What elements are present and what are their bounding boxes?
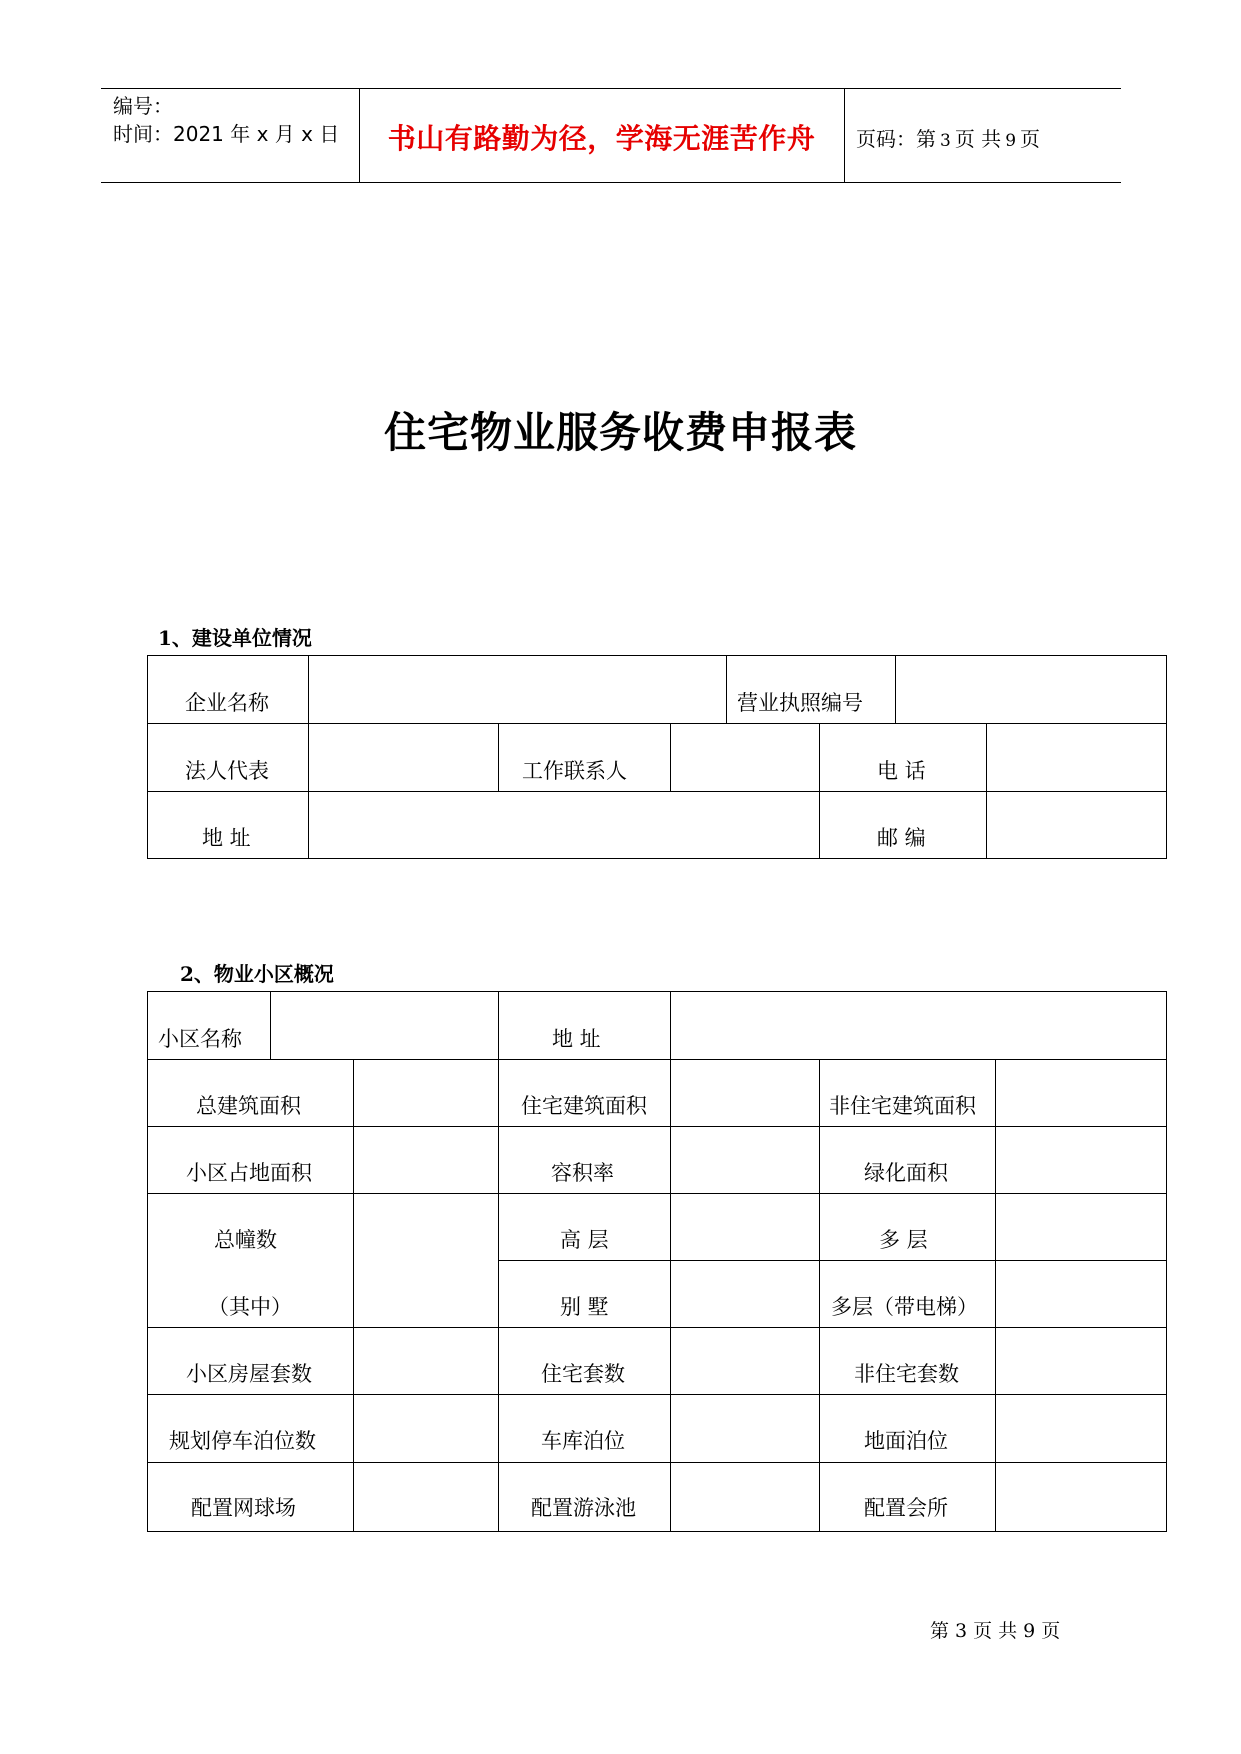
legal-representative-label: 法人代表 [185, 759, 269, 783]
plot-ratio-label: 容积率 [551, 1161, 614, 1185]
footer-page-number: 3 [955, 1620, 968, 1642]
header-motto: 书山有路勤为径，学海无涯苦作舟 [387, 122, 816, 155]
estate-name-label: 小区名称 [158, 1027, 242, 1051]
swimming-pool-label: 配置游泳池 [531, 1496, 636, 1520]
page-number: 3 [940, 131, 951, 151]
residential-units-label: 住宅套数 [541, 1362, 625, 1386]
estate-address-label: 地 址 [552, 1027, 601, 1051]
table-rule [148, 1394, 1166, 1395]
land-area-label: 小区占地面积 [186, 1161, 312, 1185]
table-rule [498, 992, 499, 1059]
high-rise-label: 高 层 [560, 1228, 609, 1252]
page-header [101, 88, 1121, 183]
address-label: 地 址 [202, 826, 251, 850]
planned-parking-label: 规划停车泊位数 [169, 1429, 316, 1453]
of-which-label: （其中） [208, 1295, 292, 1319]
header-divider [844, 89, 845, 182]
developer-info-table [147, 655, 1167, 859]
non-residential-floor-area-label: 非住宅建筑面积 [829, 1094, 976, 1118]
page-prefix: 页码：第 [856, 127, 936, 151]
villa-label: 别 墅 [560, 1295, 609, 1319]
table-rule [726, 656, 727, 723]
table-rule [819, 1059, 820, 1531]
table-rule [308, 723, 309, 791]
license-number-label: 营业执照编号 [737, 691, 863, 715]
footer-prefix: 第 [930, 1620, 950, 1642]
multi-storey-elevator-label: 多层（带电梯） [831, 1295, 978, 1319]
table-rule [498, 1260, 1166, 1261]
tennis-court-label: 配置网球场 [191, 1496, 296, 1520]
table-rule [148, 791, 1166, 792]
phone-label: 电 话 [877, 759, 926, 783]
footer-mid: 页 共 [973, 1620, 1018, 1642]
table-rule [308, 656, 309, 723]
residential-floor-area-label: 住宅建筑面积 [521, 1094, 647, 1118]
table-rule [819, 791, 820, 858]
table-rule [148, 1462, 1166, 1463]
postcode-label: 邮 编 [877, 826, 926, 850]
table-rule [986, 723, 987, 791]
header-meta [113, 92, 339, 148]
non-residential-units-label: 非住宅套数 [854, 1362, 959, 1386]
page-footer [927, 1616, 1063, 1643]
table-rule [670, 992, 671, 1059]
page-title: 住宅物业服务收费申报表 [383, 408, 857, 457]
house-units-label: 小区房屋套数 [186, 1362, 312, 1386]
table-rule [148, 1126, 1166, 1127]
section-heading: 2、物业小区概况 [180, 962, 334, 986]
table-rule [995, 1059, 996, 1531]
company-name-label: 企业名称 [185, 691, 269, 715]
table-rule [986, 791, 987, 858]
table-rule [148, 1059, 1166, 1060]
footer-page-total: 9 [1023, 1620, 1036, 1642]
table-rule [148, 1193, 1166, 1194]
table-rule [353, 1059, 354, 1531]
section-heading: 1、建设单位情况 [158, 626, 312, 650]
table-rule [498, 723, 499, 791]
multi-storey-label: 多 层 [879, 1228, 928, 1252]
total-buildings-label: 总幢数 [214, 1228, 277, 1252]
total-floor-area-label: 总建筑面积 [196, 1094, 301, 1118]
header-page-info [856, 123, 1040, 152]
table-rule [670, 1059, 671, 1531]
table-rule [270, 992, 271, 1059]
clubhouse-label: 配置会所 [864, 1496, 948, 1520]
table-rule [148, 1327, 1166, 1328]
page-mid: 页 共 [954, 127, 1002, 151]
contact-person-label: 工作联系人 [522, 759, 627, 783]
estate-overview-table [147, 991, 1167, 1532]
footer-suffix: 页 [1041, 1620, 1061, 1642]
ground-parking-label: 地面泊位 [864, 1429, 948, 1453]
table-rule [895, 656, 896, 723]
table-rule [670, 723, 671, 791]
serial-label: 编号： [113, 94, 173, 118]
time-label: 时间：2021 年 x 月 x 日 [113, 122, 340, 146]
table-rule [819, 723, 820, 791]
garage-parking-label: 车库泊位 [541, 1429, 625, 1453]
green-area-label: 绿化面积 [864, 1161, 948, 1185]
table-rule [148, 723, 1166, 724]
table-rule [498, 1059, 499, 1531]
table-rule [308, 791, 309, 858]
page-suffix: 页 [1020, 127, 1041, 151]
page-total: 9 [1005, 131, 1017, 151]
